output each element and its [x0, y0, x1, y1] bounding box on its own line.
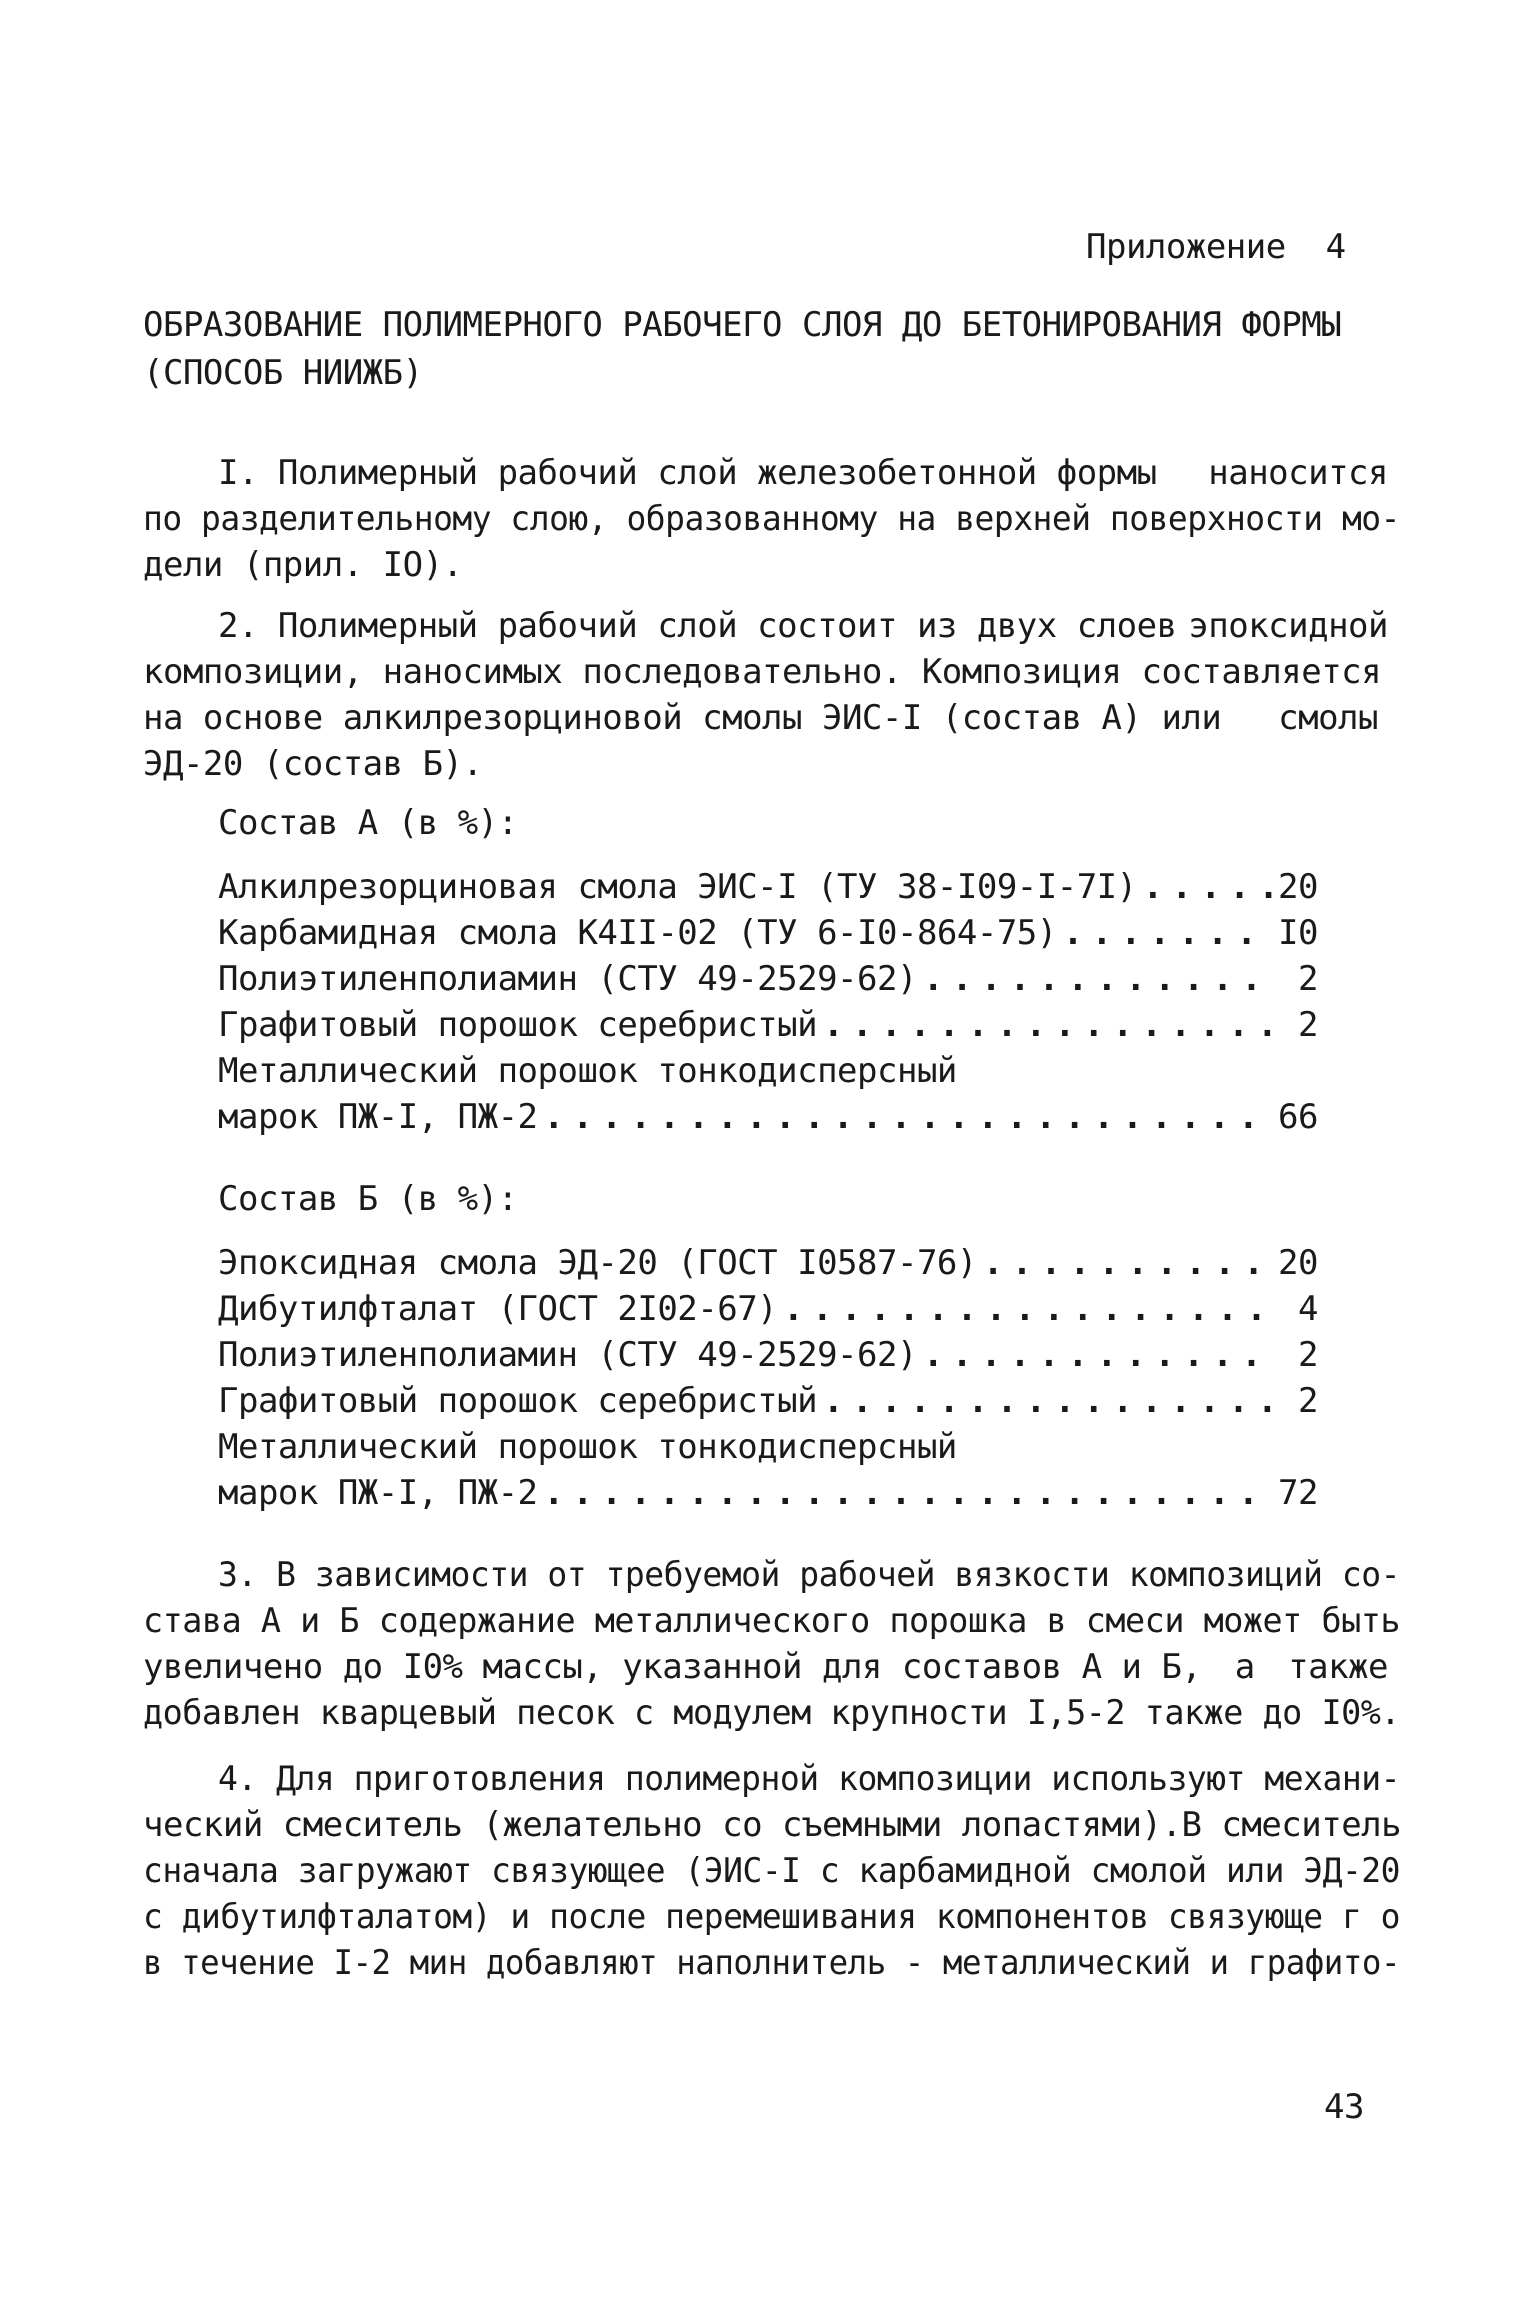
appendix-label: Приложение 4: [1086, 227, 1346, 267]
composition-a-row: Полиэтиленполиамин (СТУ 49-2529-62) . . . 2: [218, 956, 1318, 1002]
p4-line-1: 4. Для приготовления полимерной композиции используют механи-: [218, 1759, 1400, 1799]
p3-line-3: увеличено до I0% массы, указанной для составов А и Б, а также: [143, 1647, 1388, 1687]
p4-line-3: сначала загружают связующее (ЭИС-I с карбамидной смолой или ЭД-20: [143, 1851, 1400, 1891]
page-number: 43: [1324, 2087, 1364, 2127]
composition-a-row: Карбамидная смола К4II-02 (ТУ 6-I0-864-75) . . . I0: [218, 910, 1318, 956]
composition-b-row: Графитовый порошок серебристый . . . 2: [218, 1378, 1318, 1424]
composition-b-row: Эпоксидная смола ЭД-20 (ГОСТ I0587-76) . . . 20: [218, 1240, 1318, 1286]
title-line-1: ОБРАЗОВАНИЕ ПОЛИМЕРНОГО РАБОЧЕГО СЛОЯ ДО БЕТОНИРОВАНИЯ ФОРМЫ: [143, 305, 1342, 345]
composition-a-row: Графитовый порошок серебристый . . . 2: [218, 1002, 1318, 1048]
p3-line-1: 3. В зависимости от требуемой рабочей вязкости композиций со-: [218, 1555, 1400, 1595]
composition-b-row: Полиэтиленполиамин (СТУ 49-2529-62) . . . 2: [218, 1332, 1318, 1378]
p1-line-2: по разделительному слою, образованному на верхней поверхности мо-: [143, 499, 1400, 539]
composition-b-row: марок ПЖ-I, ПЖ-2 . . . 72: [218, 1470, 1318, 1516]
p2-line-3: на основе алкилрезорциновой смолы ЭИС-I (состав А) или смолы: [143, 698, 1378, 738]
composition-a-heading: Состав А (в %):: [218, 803, 518, 843]
p4-line-2: ческий смеситель (желательно со съемными лопастями). В смеситель: [143, 1805, 1402, 1845]
p1-line-3: дели (прил. IO).: [143, 545, 463, 585]
p3-line-2: става А и Б содержание металлического порошка в смеси может быть: [143, 1601, 1400, 1641]
composition-a-metal-line: Металлический порошок тонкодисперсный: [218, 1051, 957, 1091]
p3-line-4: добавлен кварцевый песок с модулем крупности I,5-2 также до I0%.: [143, 1693, 1400, 1733]
composition-a-row: марок ПЖ-I, ПЖ-2 . . . 66: [218, 1094, 1318, 1140]
p2-line-1: 2. Полимерный рабочий слой состоит из двух слоев эпоксидной: [218, 606, 1388, 646]
p2-line-2: композиции, наносимых последовательно. Композиция составляется: [143, 652, 1382, 692]
composition-b-row: Дибутилфталат (ГОСТ 2I02-67) . . . 4: [218, 1286, 1318, 1332]
p1-line-1: I. Полимерный рабочий слой железобетонной формы наносится: [218, 453, 1388, 493]
composition-b-heading: Состав Б (в %):: [218, 1179, 518, 1219]
p2-line-4: ЭД-20 (состав Б).: [143, 744, 483, 784]
composition-a-row: Алкилрезорциновая смола ЭИС-I (ТУ 38-I09-I-7I) . . . 20: [218, 864, 1318, 910]
title-line-2: (СПОСОБ НИИЖБ): [143, 353, 423, 393]
composition-b-metal-line: Металлический порошок тонкодисперсный: [218, 1427, 957, 1467]
p4-line-5: в течение I-2 мин добавляют наполнитель - металлический и графито-: [143, 1943, 1400, 1983]
p4-line-4: с дибутилфталатом) и после перемешивания компонентов связующе г о: [143, 1897, 1400, 1937]
